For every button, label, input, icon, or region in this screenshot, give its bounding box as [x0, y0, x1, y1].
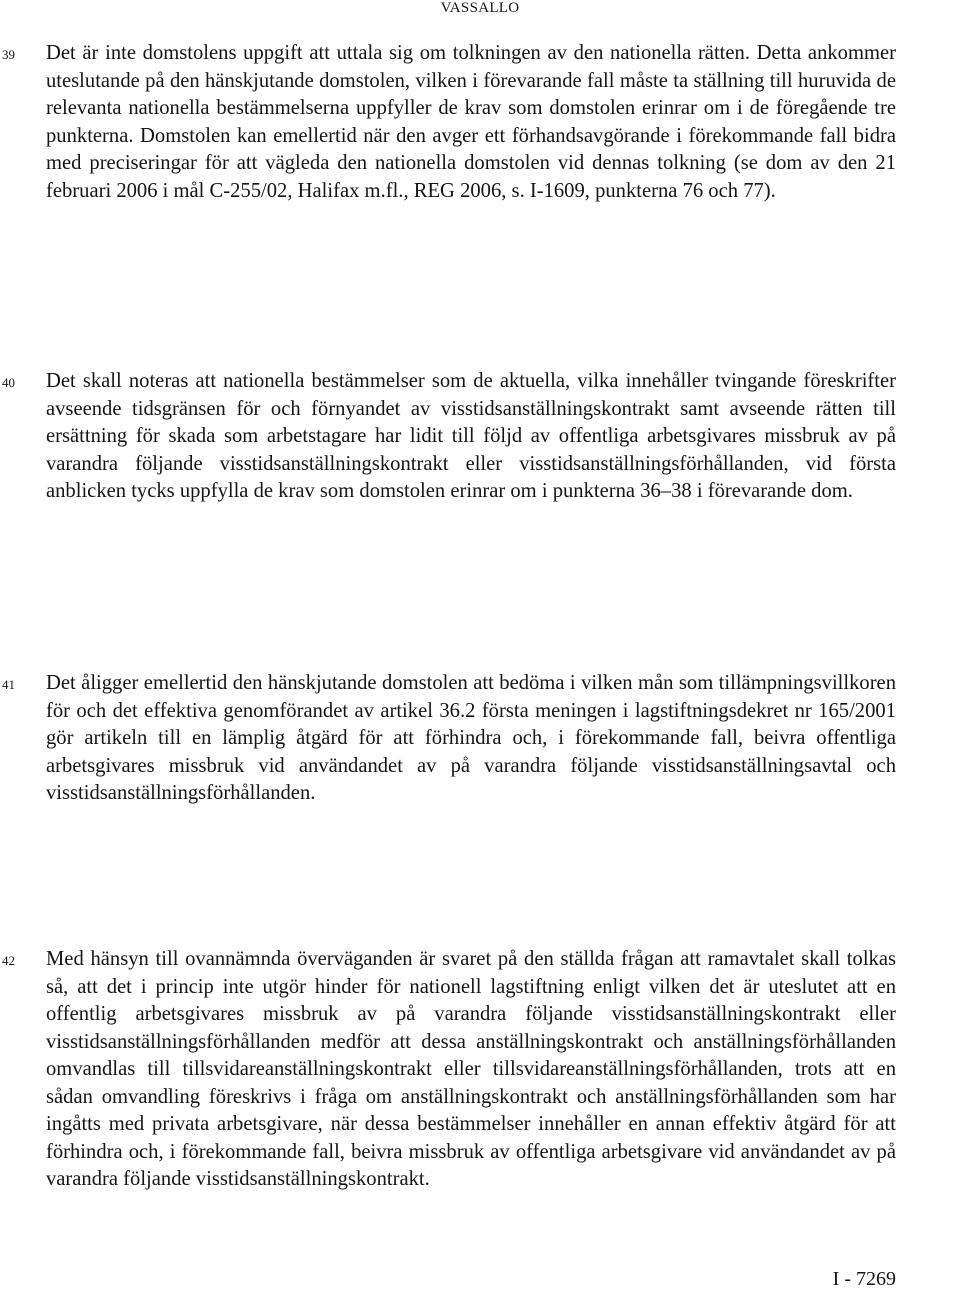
paragraph-39: Det är inte domstolens uppgift att uttala sig om tolkningen av den nationella rätten. Detta ankommer uteslutande på den hänskjutande domstolen, vilken i förevarande fall måste ta ställning till huruvida de relevanta nationella bestämmelserna uppfyller de krav som domstolen erinrar om i de föregående tre punkterna. Domstolen kan emellertid när den avger ett förhandsavgörande i förekommande fall bidra med preciseringar för att vägleda den nationella domstolen vid dennas tolkning (se dom av den 21 februari 2006 i mål C-255/02, Halifax m.fl., REG 2006, s. I-1609, punkterna 76 och 77).: [46, 42, 896, 202]
paragraph-41: Det åligger emellertid den hänskjutande domstolen att bedöma i vilken mån som tillämpningsvillkoren för och det effektiva genomförandet av artikel 36.2 första meningen i lagstiftningsdekret nr 165/2001 gör artikeln till en lämplig åtgärd för att förhindra och, i förekommande fall, beivra offentliga arbetsgivares missbruk vid användandet av på varandra följande visstidsanställningsavtal och visstidsanställningsförhållanden.: [46, 672, 896, 804]
paragraph-42: Med hänsyn till ovannämnda överväganden är svaret på den ställda frågan att ramavtalet skall tolkas så, att det i princip inte utgör hinder för nationell lagstiftning enligt vilken det är uteslutet att en offentlig arbetsgivares missbruk av på varandra följande visstidsanställningskontrakt eller visstidsanställningsförhållanden medför att dessa anställningskontrakt och anställningsförhållanden omvandlas till tillsvidareanställningskontrakt eller tillsvidareanställningsförhållanden, trots att en sådan omvandling föreskrivs i fråga om anställningskontrakt och anställningsförhållanden som har ingåtts med privata arbetsgivare, när dessa bestämmelser innehåller en annan effektiv åtgärd för att förhindra och, i förekommande fall, beivra missbruk av offentliga arbetsgivare vid användandet av på varandra följande visstidsanställningskontrakt.: [46, 948, 896, 1190]
page-number: I - 7269: [832, 1268, 896, 1290]
paragraph-number-40: 40: [2, 375, 15, 390]
paragraph-number-41: 41: [2, 677, 15, 692]
running-title: VASSALLO: [440, 0, 520, 16]
paragraph-40: Det skall noteras att nationella bestämmelser som de aktuella, vilka innehåller tvingande föreskrifter avseende tidsgränsen för och förnyandet av visstidsanställningskontrakt samt avseende rätten till ersättning för skada som arbetstagare har lidit till följd av offentliga arbetsgivares missbruk av på varandra följande visstidsanställningskontrakt eller visstidsanställningsförhållanden, vid första anblicken tycks uppfylla de krav som domstolen erinrar om i punkterna 36–38 i förevarande dom.: [46, 370, 896, 502]
paragraph-number-42: 42: [2, 953, 15, 968]
paragraph-number-39: 39: [2, 47, 15, 62]
